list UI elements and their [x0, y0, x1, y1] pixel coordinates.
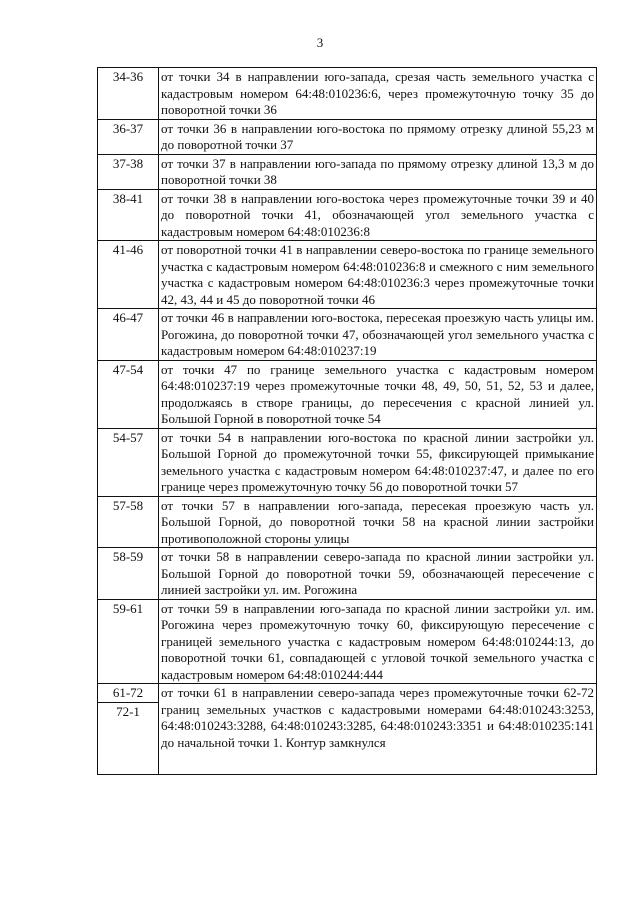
- table-row: [98, 241, 597, 309]
- segment-cell: 59-61: [98, 599, 159, 684]
- boundary-description-table: [97, 67, 597, 775]
- description-cell: от точки 59 в направлении юго-запада по красной линии застройки ул. им. Рогожина через промежуточную точку 60, фиксирующую пересечение с границей земельного участка с кадастровым номером 64:48:010244:13, до поворотной точки 61, совпадающей с угловой точкой земельного участка с кадастровым номером 64:48:010244:444: [159, 599, 597, 684]
- table-row: [98, 684, 597, 703]
- table-row: [98, 119, 597, 154]
- segment-cell: 61-72: [98, 684, 159, 703]
- segment-cell: 34-36: [98, 68, 159, 120]
- description-cell: от точки 57 в направлении юго-запада, пересекая проезжую часть ул. Большой Горной, до поворотной точки 58 на красной линии застройки противоположной стороны улицы: [159, 496, 597, 548]
- segment-cell: 37-38: [98, 154, 159, 189]
- table-row: [98, 548, 597, 600]
- description-cell: от точки 37 в направлении юго-запада по прямому отрезку длиной 13,3 м до поворотной точки 38: [159, 154, 597, 189]
- description-cell: от точки 54 в направлении юго-востока по красной линии застройки ул. Большой Горной до промежуточной точки 55, фиксирующей примыкание земельного участка с кадастровым номером 64:48:010237:47, и далее по его границе через промежуточную точку 56 до поворотной точки 57: [159, 428, 597, 496]
- table-row: [98, 309, 597, 361]
- segment-cell: 41-46: [98, 241, 159, 309]
- description-cell: от точки 46 в направлении юго-востока, пересекая проезжую часть улицы им. Рогожина, до поворотной точки 47, обозначающей угол земельного участка с кадастровым номером 64:48:010237:19: [159, 309, 597, 361]
- description-cell: от точки 61 в направлении северо-запада через промежуточные точки 62-72 границ земельных участков с кадастровыми номерами 64:48:010243:3253, 64:48:010243:3288, 64:48:010243:3285, 64:48:010243:3351 и 64:48:010235:141 до начальной точки 1. Контур замкнулся: [159, 684, 597, 775]
- segment-cell: 58-59: [98, 548, 159, 600]
- table-row: [98, 496, 597, 548]
- description-cell: от поворотной точки 41 в направлении северо-востока по границе земельного участка с кадастровым номером 64:48:010236:8 и смежного с ним земельного участка с кадастровым номером 64:48:010236:3 через промежуточные точки 42, 43, 44 и 45 до поворотной точки 46: [159, 241, 597, 309]
- segment-cell: 57-58: [98, 496, 159, 548]
- table-row: [98, 360, 597, 428]
- table-row: [98, 68, 597, 120]
- table-row: [98, 154, 597, 189]
- table-row: [98, 599, 597, 684]
- segment-cell: 38-41: [98, 189, 159, 241]
- segment-cell: 72-1: [98, 702, 159, 774]
- description-cell: от точки 58 в направлении северо-запада по красной линии застройки ул. Большой Горной до поворотной точки 59, обозначающей пересечение с линией застройки ул. им. Рогожина: [159, 548, 597, 600]
- segment-cell: 36-37: [98, 119, 159, 154]
- description-cell: от точки 38 в направлении юго-востока через промежуточные точки 39 и 40 до поворотной точки 41, обозначающей угол земельного участка с кадастровым номером 64:48:010236:8: [159, 189, 597, 241]
- segment-cell: 47-54: [98, 360, 159, 428]
- page-number: 3: [316, 35, 324, 50]
- description-cell: от точки 34 в направлении юго-запада, срезая часть земельного участка с кадастровым номером 64:48:010236:6, через промежуточную точку 35 до поворотной точки 36: [159, 68, 597, 120]
- table-row: [98, 428, 597, 496]
- description-cell: от точки 47 по границе земельного участка с кадастровым номером 64:48:010237:19 через промежуточные точки 48, 49, 50, 51, 52, 53 и далее, продолжаясь в створе границы, до пересечения с красной линией ул. Большой Горной в поворотной точке 54: [159, 360, 597, 428]
- description-cell: от точки 36 в направлении юго-востока по прямому отрезку длиной 55,23 м до поворотной точки 37: [159, 119, 597, 154]
- segment-cell: 54-57: [98, 428, 159, 496]
- table-row: [98, 189, 597, 241]
- segment-cell: 46-47: [98, 309, 159, 361]
